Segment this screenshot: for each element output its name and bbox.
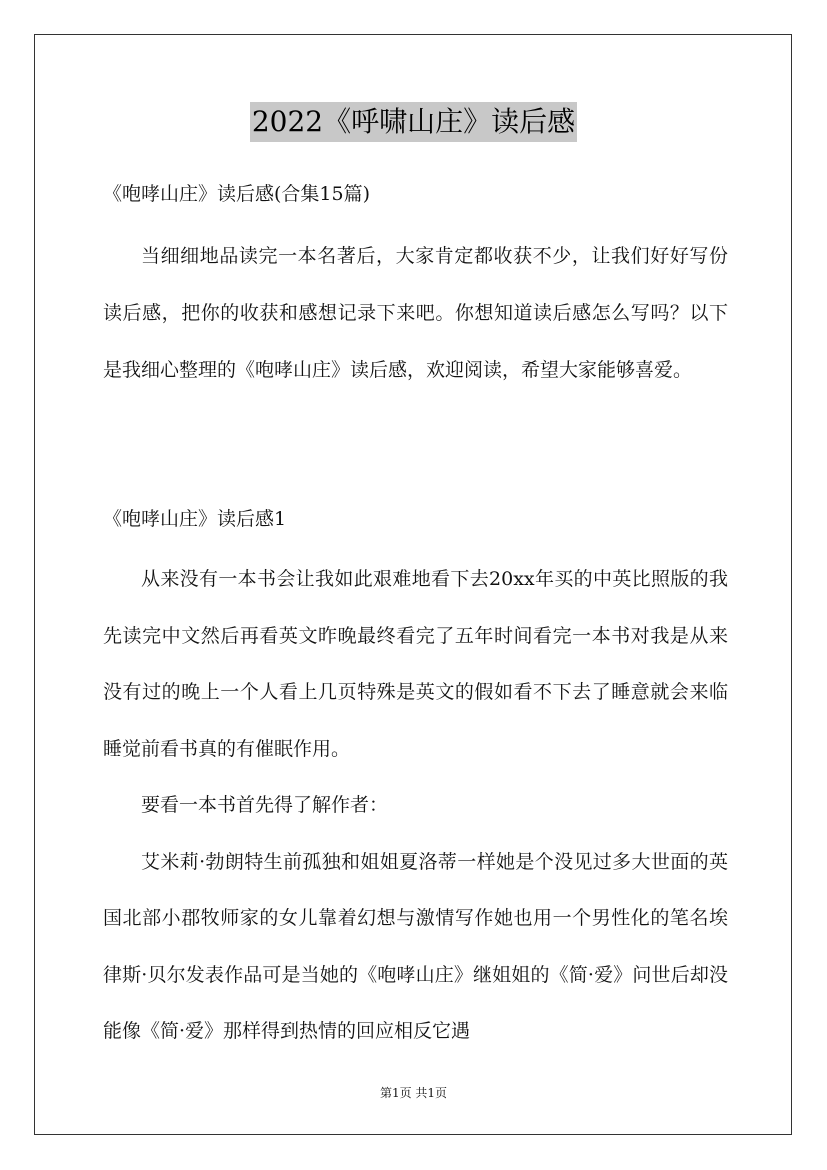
intro-paragraph: 当细细地品读完一本名著后，大家肯定都收获不少，让我们好好写份读后感，把你的收获和感想记录下来吧。你想知道读后感怎么写吗？以下是我细心整理的《咆哮山庄》读后感，欢迎阅读，希望大家能够喜爱。	[103, 245, 728, 381]
section-heading: 《咆哮山庄》读后感1	[103, 508, 287, 530]
body-paragraph-3: 艾米莉·勃朗特生前孤独和姐姐夏洛蒂一样她是个没见过多大世面的英国北部小郡牧师家的女儿靠着幻想与激情写作她也用一个男性化的笔名埃律斯·贝尔发表作品可是当她的《咆哮山庄》继姐姐的《简·爱》问世后却没能像《简·爱》那样得到热情的回应相反它遇	[103, 850, 728, 1042]
intro-section	[103, 228, 728, 399]
page-footer: 第1页 共1页	[379, 1086, 448, 1100]
document-title: 2022《呼啸山庄》读后感	[250, 102, 577, 142]
document-title-container	[0, 102, 827, 142]
body-section	[103, 551, 728, 1060]
body-paragraph-1: 从来没有一本书会让我如此艰难地看下去20xx年买的中英比照版的我先读完中文然后再看英文昨晚最终看完了五年时间看完一本书对我是从来没有过的晚上一个人看上几页特殊是英文的假如看不下去了睡意就会来临睡觉前看书真的有催眠作用。	[103, 568, 728, 760]
body-paragraph-2: 要看一本书首先得了解作者：	[141, 794, 389, 816]
subheading: 《咆哮山庄》读后感(合集15篇)	[103, 183, 371, 205]
